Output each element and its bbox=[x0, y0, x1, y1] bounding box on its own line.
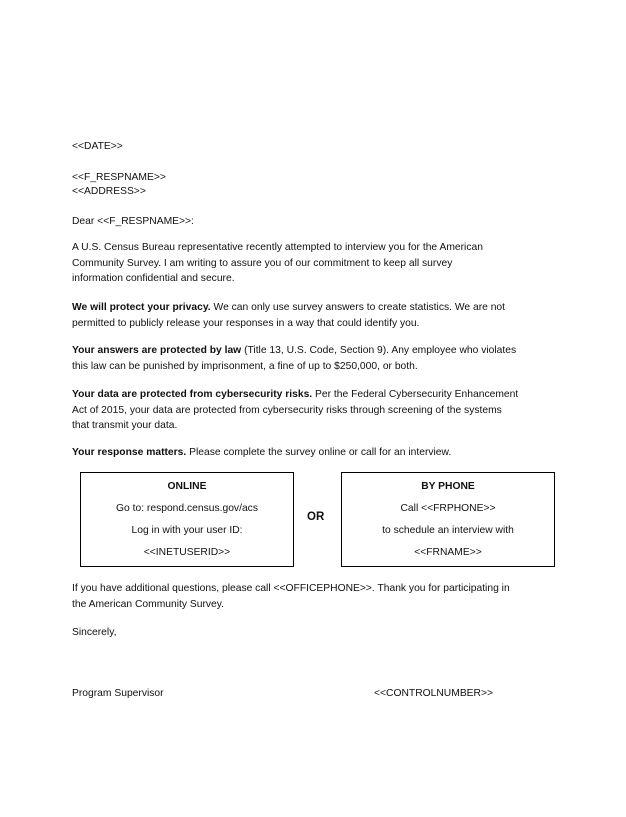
phone-box-title: BY PHONE bbox=[421, 481, 475, 492]
closing-salutation: Sincerely, bbox=[72, 627, 117, 638]
phone-number: Call <<FRPHONE>> bbox=[400, 503, 496, 514]
paragraph-line bbox=[72, 403, 518, 419]
control-number: <<CONTROLNUMBER>> bbox=[374, 688, 494, 699]
paragraph-text: Per the Federal Cybersecurity Enhancement bbox=[312, 389, 519, 400]
closing-line: If you have additional questions, please call <<OFFICEPHONE>>. Thank you for participating in bbox=[72, 583, 510, 594]
paragraph-line bbox=[72, 445, 451, 461]
paragraph-privacy bbox=[72, 300, 505, 331]
paragraph-intro bbox=[72, 240, 483, 287]
online-box-title: ONLINE bbox=[167, 481, 207, 492]
paragraph-line bbox=[72, 316, 505, 332]
paragraph-text: information confidential and secure. bbox=[72, 273, 235, 284]
paragraph-line bbox=[72, 256, 483, 272]
paragraph-line bbox=[72, 343, 516, 359]
signature-title: Program Supervisor bbox=[72, 688, 164, 699]
date-field: <<DATE>> bbox=[72, 141, 123, 152]
paragraph-text: Community Survey. I am writing to assure you of our commitment to keep all survey bbox=[72, 257, 453, 269]
recipient-name: <<F_RESPNAME>> bbox=[72, 172, 166, 183]
phone-schedule-text: to schedule an interview with bbox=[382, 525, 514, 536]
online-response-box bbox=[80, 472, 294, 567]
paragraph-text: A U.S. Census Bureau representative recently attempted to interview you for the American bbox=[72, 242, 483, 253]
paragraph-line bbox=[72, 271, 483, 287]
paragraph-lead: Your data are protected from cybersecurity risks. bbox=[72, 389, 313, 400]
paragraph-response-matters bbox=[72, 445, 451, 461]
field-rep-name: <<FRNAME>> bbox=[414, 547, 482, 558]
paragraph-line bbox=[72, 387, 518, 403]
paragraph-line bbox=[72, 418, 518, 434]
paragraph-cybersecurity bbox=[72, 387, 518, 434]
paragraph-text: Please complete the survey online or call for an interview. bbox=[186, 447, 452, 458]
paragraph-text: permitted to publicly release your responses in a way that could identify you. bbox=[72, 317, 420, 329]
paragraph-text: that transmit your data. bbox=[72, 420, 178, 431]
online-user-id: <<INETUSERID>> bbox=[143, 547, 231, 558]
paragraph-lead: We will protect your privacy. bbox=[72, 302, 211, 313]
online-url: Go to: respond.census.gov/acs bbox=[116, 503, 258, 514]
paragraph-law bbox=[72, 343, 516, 374]
or-label: OR bbox=[307, 511, 325, 523]
paragraph-line bbox=[72, 300, 505, 316]
recipient-address: <<ADDRESS>> bbox=[72, 186, 146, 197]
paragraph-lead: Your answers are protected by law bbox=[72, 345, 242, 356]
paragraph-text: this law can be punished by imprisonment, a fine of up to $250,000, or both. bbox=[72, 360, 418, 372]
salutation: Dear <<F_RESPNAME>>: bbox=[72, 216, 194, 227]
paragraph-text: We can only use survey answers to create statistics. We are not bbox=[210, 302, 506, 313]
closing-paragraph bbox=[72, 581, 510, 612]
paragraph-text: Act of 2015, your data are protected from cybersecurity risks through screening of the systems bbox=[72, 404, 502, 416]
closing-line: the American Community Survey. bbox=[72, 598, 225, 610]
paragraph-text: (Title 13, U.S. Code, Section 9). Any employee who violates bbox=[241, 345, 517, 356]
paragraph-line bbox=[72, 240, 483, 256]
phone-response-box bbox=[341, 472, 555, 567]
online-login-text: Log in with your user ID: bbox=[131, 525, 243, 536]
paragraph-lead: Your response matters. bbox=[72, 447, 187, 458]
paragraph-line bbox=[72, 359, 516, 375]
